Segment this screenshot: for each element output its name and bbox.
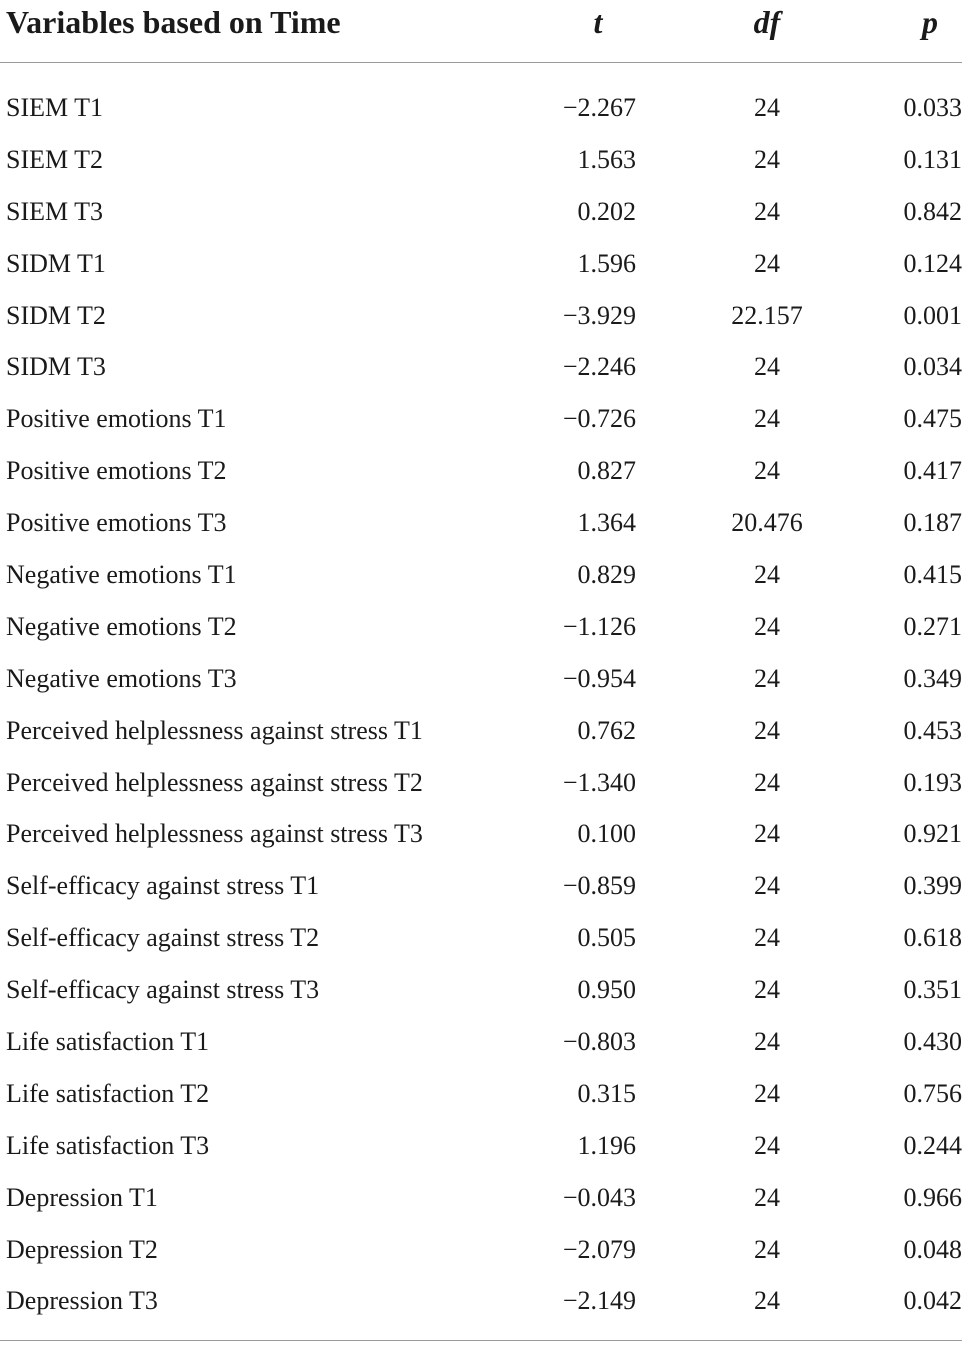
table-row <box>0 290 968 342</box>
table-row <box>0 1016 968 1068</box>
table-row <box>0 705 968 757</box>
cell-t: −2.246 <box>562 352 636 382</box>
table-row <box>0 1275 968 1327</box>
table-row <box>0 1224 968 1276</box>
cell-variable: Depression T1 <box>6 1182 158 1212</box>
cell-p: 0.618 <box>903 923 962 953</box>
cell-t: −0.726 <box>562 404 636 434</box>
cell-variable: SIEM T2 <box>6 144 104 174</box>
cell-df: 24 <box>754 819 780 849</box>
cell-t: −2.149 <box>562 1286 636 1316</box>
cell-df: 24 <box>754 560 780 590</box>
header-p: p <box>922 4 938 40</box>
table-header <box>0 0 968 46</box>
cell-t: −0.859 <box>562 871 636 901</box>
cell-variable: Negative emotions T3 <box>6 663 237 693</box>
cell-t: 1.196 <box>577 1130 636 1160</box>
table-row <box>0 601 968 653</box>
cell-variable: Life satisfaction T1 <box>6 1027 210 1057</box>
cell-variable: Self-efficacy against stress T1 <box>6 871 320 901</box>
cell-variable: Life satisfaction T2 <box>6 1078 210 1108</box>
cell-t: 0.505 <box>577 923 636 953</box>
cell-df: 24 <box>754 1130 780 1160</box>
cell-df: 24 <box>754 93 780 122</box>
table-row <box>0 445 968 497</box>
table-row <box>0 238 968 290</box>
table-row <box>0 808 968 860</box>
header-t: t <box>593 4 603 40</box>
table-row <box>0 549 968 601</box>
cell-t: 1.563 <box>577 144 636 174</box>
cell-p: 0.349 <box>903 663 962 693</box>
cell-df: 24 <box>754 1027 780 1057</box>
table-row <box>0 860 968 912</box>
cell-df: 24 <box>754 1286 780 1316</box>
cell-variable: Negative emotions T2 <box>6 611 237 641</box>
cell-p: 0.430 <box>903 1027 962 1057</box>
cell-variable: SIEM T1 <box>6 93 104 122</box>
table-row <box>0 653 968 705</box>
cell-p: 0.475 <box>903 404 962 434</box>
cell-t: −1.340 <box>562 767 636 797</box>
table-row <box>0 757 968 809</box>
cell-p: 0.966 <box>903 1182 962 1212</box>
cell-variable: Positive emotions T2 <box>6 456 227 486</box>
cell-t: 0.762 <box>577 715 636 745</box>
table-row <box>0 1172 968 1224</box>
cell-p: 0.921 <box>903 819 962 849</box>
cell-df: 24 <box>754 923 780 953</box>
cell-p: 0.453 <box>903 715 962 745</box>
cell-df: 24 <box>754 1234 780 1264</box>
cell-df: 20.476 <box>731 508 803 538</box>
cell-variable: Positive emotions T3 <box>6 508 227 538</box>
header-df: df <box>753 4 781 40</box>
table-row <box>0 134 968 186</box>
cell-variable: Negative emotions T1 <box>6 560 237 590</box>
cell-t: 0.829 <box>577 560 636 590</box>
cell-p: 0.244 <box>903 1130 962 1160</box>
cell-variable: Depression T2 <box>6 1234 158 1264</box>
cell-p: 0.131 <box>903 144 962 174</box>
table-row <box>0 186 968 238</box>
table-row <box>0 393 968 445</box>
cell-variable: SIDM T2 <box>6 300 106 330</box>
table-row <box>0 912 968 964</box>
table-row <box>0 964 968 1016</box>
cell-t: 0.100 <box>577 819 636 849</box>
cell-p: 0.187 <box>903 508 962 538</box>
header-rule <box>0 62 962 63</box>
cell-df: 24 <box>754 611 780 641</box>
cell-t: 1.596 <box>577 248 636 278</box>
cell-df: 24 <box>754 456 780 486</box>
cell-p: 0.842 <box>903 196 962 226</box>
cell-df: 24 <box>754 1078 780 1108</box>
cell-t: −2.079 <box>562 1234 636 1264</box>
cell-df: 24 <box>754 663 780 693</box>
cell-variable: Perceived helplessness against stress T1 <box>6 715 423 745</box>
table-row <box>0 341 968 393</box>
cell-df: 24 <box>754 248 780 278</box>
table-row <box>0 497 968 549</box>
cell-t: 0.950 <box>577 975 636 1005</box>
cell-df: 24 <box>754 352 780 382</box>
bottom-rule <box>0 1340 962 1341</box>
cell-p: 0.042 <box>903 1286 962 1316</box>
cell-t: −3.929 <box>562 300 636 330</box>
cell-variable: Depression T3 <box>6 1286 158 1316</box>
cell-variable: Positive emotions T1 <box>6 404 227 434</box>
header-variables: Variables based on Time <box>6 4 341 40</box>
cell-t: 0.202 <box>577 196 636 226</box>
cell-variable: Self-efficacy against stress T2 <box>6 923 320 953</box>
cell-p: 0.399 <box>903 871 962 901</box>
cell-df: 22.157 <box>731 300 803 330</box>
cell-t: −0.043 <box>562 1182 636 1212</box>
cell-df: 24 <box>754 767 780 797</box>
cell-variable: SIDM T1 <box>6 248 106 278</box>
cell-p: 0.417 <box>903 456 962 486</box>
cell-variable: SIDM T3 <box>6 352 106 382</box>
cell-variable: Life satisfaction T3 <box>6 1130 210 1160</box>
cell-variable: Perceived helplessness against stress T3 <box>6 819 423 849</box>
cell-p: 0.193 <box>903 767 962 797</box>
cell-variable: Self-efficacy against stress T3 <box>6 975 320 1005</box>
cell-p: 0.001 <box>903 300 962 330</box>
cell-p: 0.033 <box>903 93 962 122</box>
table-body <box>0 82 968 1327</box>
cell-p: 0.034 <box>903 352 962 382</box>
cell-df: 24 <box>754 715 780 745</box>
cell-df: 24 <box>754 1182 780 1212</box>
cell-p: 0.351 <box>903 975 962 1005</box>
table-row <box>0 82 968 134</box>
cell-df: 24 <box>754 144 780 174</box>
cell-t: −0.954 <box>562 663 636 693</box>
cell-df: 24 <box>754 871 780 901</box>
table-row <box>0 1120 968 1172</box>
cell-df: 24 <box>754 404 780 434</box>
cell-t: −2.267 <box>562 93 636 122</box>
table-row <box>0 1068 968 1120</box>
cell-p: 0.124 <box>903 248 962 278</box>
cell-df: 24 <box>754 196 780 226</box>
cell-p: 0.415 <box>903 560 962 590</box>
cell-df: 24 <box>754 975 780 1005</box>
cell-t: 0.827 <box>577 456 636 486</box>
cell-t: −0.803 <box>562 1027 636 1057</box>
cell-variable: Perceived helplessness against stress T2 <box>6 767 423 797</box>
cell-p: 0.756 <box>903 1078 962 1108</box>
cell-variable: SIEM T3 <box>6 196 104 226</box>
cell-t: 0.315 <box>577 1078 636 1108</box>
cell-t: −1.126 <box>562 611 636 641</box>
cell-t: 1.364 <box>577 508 636 538</box>
cell-p: 0.048 <box>903 1234 962 1264</box>
cell-p: 0.271 <box>903 611 962 641</box>
